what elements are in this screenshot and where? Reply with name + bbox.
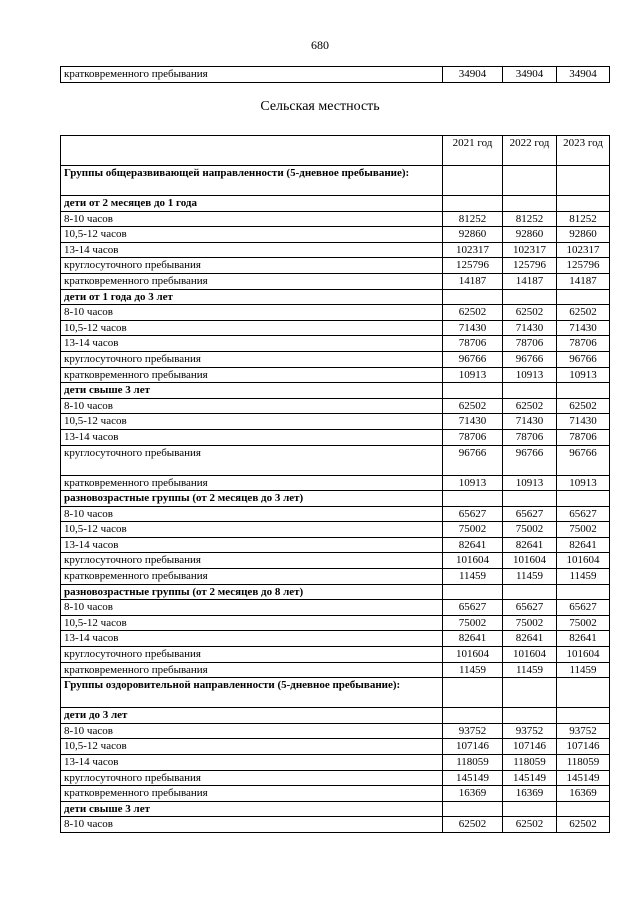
value-2022: 65627	[503, 506, 557, 522]
table-row	[61, 615, 610, 631]
value-2023: 81252	[557, 211, 610, 227]
value-2023	[557, 584, 610, 600]
value-2022: 92860	[503, 227, 557, 243]
value-2022: 10913	[503, 475, 557, 491]
value-2021: 14187	[443, 273, 503, 289]
value-2023: 107146	[557, 739, 610, 755]
row-label: круглосуточного пребывания	[61, 351, 443, 367]
row-label: 8-10 часов	[61, 398, 443, 414]
value-2022	[503, 584, 557, 600]
value-2021	[443, 196, 503, 212]
value-2023: 65627	[557, 600, 610, 616]
value-2021: 62502	[443, 398, 503, 414]
row-label: 10,5-12 часов	[61, 615, 443, 631]
value-2023	[557, 289, 610, 305]
value-2022: 107146	[503, 739, 557, 755]
page-number: 680	[311, 38, 329, 52]
row-label: кратковременного пребывания	[61, 367, 443, 383]
value-2022: 78706	[503, 429, 557, 445]
value-2022: 65627	[503, 600, 557, 616]
value-2021: 107146	[443, 739, 503, 755]
table-header-row	[61, 136, 610, 166]
value-2023: 34904	[557, 67, 610, 83]
subgroup-heading-row	[61, 708, 610, 724]
section-title: Сельская местность	[260, 99, 380, 114]
value-2022: 14187	[503, 273, 557, 289]
value-2023: 118059	[557, 755, 610, 771]
value-2023	[557, 383, 610, 399]
value-2022: 34904	[503, 67, 557, 83]
value-2023: 82641	[557, 631, 610, 647]
value-2022	[503, 801, 557, 817]
row-label: круглосуточного пребывания	[61, 647, 443, 663]
table-row	[61, 817, 610, 833]
value-2021: 71430	[443, 414, 503, 430]
value-2022	[503, 491, 557, 507]
table-row	[61, 273, 610, 289]
value-2023	[557, 196, 610, 212]
row-label: 13-14 часов	[61, 336, 443, 352]
table-row	[61, 414, 610, 430]
row-label: кратковременного пребывания	[61, 569, 443, 585]
subgroup-heading-row	[61, 801, 610, 817]
row-label: 10,5-12 часов	[61, 414, 443, 430]
table-row	[61, 723, 610, 739]
value-2022	[503, 383, 557, 399]
value-2023	[557, 491, 610, 507]
value-2022: 16369	[503, 786, 557, 802]
row-label: 8-10 часов	[61, 600, 443, 616]
group-heading-row	[61, 678, 610, 708]
value-2022: 62502	[503, 305, 557, 321]
table-row	[61, 429, 610, 445]
value-2022: 82641	[503, 631, 557, 647]
row-label: разновозрастные группы (от 2 месяцев до 8 лет)	[61, 584, 443, 600]
value-2021: 65627	[443, 506, 503, 522]
table-row	[61, 770, 610, 786]
value-2021: 101604	[443, 553, 503, 569]
table-row	[61, 475, 610, 491]
value-2021: 16369	[443, 786, 503, 802]
value-2022: 145149	[503, 770, 557, 786]
table-row	[61, 662, 610, 678]
table-row	[61, 786, 610, 802]
table-row	[61, 755, 610, 771]
value-2021: 82641	[443, 631, 503, 647]
value-2021: 75002	[443, 615, 503, 631]
value-2023: 11459	[557, 569, 610, 585]
row-label: 13-14 часов	[61, 429, 443, 445]
value-2023: 10913	[557, 475, 610, 491]
row-label: 8-10 часов	[61, 723, 443, 739]
row-label: дети до 3 лет	[61, 708, 443, 724]
subgroup-heading-row	[61, 196, 610, 212]
row-label: кратковременного пребывания	[61, 786, 443, 802]
row-label: 13-14 часов	[61, 242, 443, 258]
value-2023: 101604	[557, 647, 610, 663]
value-2023: 78706	[557, 336, 610, 352]
value-2021: 118059	[443, 755, 503, 771]
table-row	[61, 211, 610, 227]
value-2022	[503, 196, 557, 212]
group-heading-row	[61, 166, 610, 196]
value-2022: 82641	[503, 537, 557, 553]
value-2022: 81252	[503, 211, 557, 227]
value-2021: 75002	[443, 522, 503, 538]
row-label: 13-14 часов	[61, 631, 443, 647]
row-label: 13-14 часов	[61, 537, 443, 553]
value-2023: 93752	[557, 723, 610, 739]
value-2022: 78706	[503, 336, 557, 352]
table-row	[61, 67, 610, 83]
subgroup-heading-row	[61, 289, 610, 305]
value-2023: 145149	[557, 770, 610, 786]
table-row	[61, 227, 610, 243]
value-2021: 82641	[443, 537, 503, 553]
table-row	[61, 600, 610, 616]
row-label: круглосуточного пребывания	[61, 553, 443, 569]
value-2022: 10913	[503, 367, 557, 383]
value-2022: 101604	[503, 553, 557, 569]
table-row	[61, 553, 610, 569]
table-row	[61, 242, 610, 258]
value-2021: 11459	[443, 569, 503, 585]
table-row	[61, 631, 610, 647]
value-2021	[443, 289, 503, 305]
table-row	[61, 569, 610, 585]
value-2023	[557, 678, 610, 708]
value-2022	[503, 708, 557, 724]
value-2021	[443, 584, 503, 600]
value-2021: 92860	[443, 227, 503, 243]
header-year-2023: 2023 год	[557, 136, 610, 166]
table-row	[61, 522, 610, 538]
value-2022: 11459	[503, 662, 557, 678]
row-label: дети свыше 3 лет	[61, 801, 443, 817]
row-label: 8-10 часов	[61, 817, 443, 833]
value-2023	[557, 708, 610, 724]
table-row	[61, 537, 610, 553]
value-2023	[557, 801, 610, 817]
table-row	[61, 258, 610, 274]
value-2021: 71430	[443, 320, 503, 336]
value-2021	[443, 383, 503, 399]
value-2023: 62502	[557, 398, 610, 414]
value-2021: 65627	[443, 600, 503, 616]
value-2022: 62502	[503, 817, 557, 833]
value-2023: 75002	[557, 522, 610, 538]
value-2021	[443, 801, 503, 817]
row-label: дети от 1 года до 3 лет	[61, 289, 443, 305]
value-2023: 92860	[557, 227, 610, 243]
value-2021: 102317	[443, 242, 503, 258]
value-2021: 145149	[443, 770, 503, 786]
row-label: 8-10 часов	[61, 211, 443, 227]
row-label: 10,5-12 часов	[61, 227, 443, 243]
value-2023: 102317	[557, 242, 610, 258]
table-row	[61, 739, 610, 755]
value-2022: 125796	[503, 258, 557, 274]
table-row	[61, 305, 610, 321]
value-2022: 71430	[503, 414, 557, 430]
value-2022	[503, 166, 557, 196]
value-2021: 96766	[443, 445, 503, 475]
value-2021: 10913	[443, 367, 503, 383]
value-2022: 96766	[503, 351, 557, 367]
header-blank-cell	[61, 136, 443, 166]
table-row	[61, 336, 610, 352]
subgroup-heading-row	[61, 584, 610, 600]
value-2021: 11459	[443, 662, 503, 678]
table-row	[61, 320, 610, 336]
value-2023: 62502	[557, 817, 610, 833]
value-2023: 75002	[557, 615, 610, 631]
subgroup-heading-row	[61, 491, 610, 507]
value-2023: 10913	[557, 367, 610, 383]
value-2021	[443, 678, 503, 708]
row-label: Группы оздоровительной направленности (5-дневное пребывание):	[61, 678, 443, 708]
top-table	[60, 66, 610, 83]
value-2021: 62502	[443, 305, 503, 321]
value-2023: 14187	[557, 273, 610, 289]
tariff-table	[60, 135, 610, 833]
row-label: дети от 2 месяцев до 1 года	[61, 196, 443, 212]
value-2021: 10913	[443, 475, 503, 491]
value-2021: 62502	[443, 817, 503, 833]
value-2021	[443, 491, 503, 507]
table-row	[61, 506, 610, 522]
table-row	[61, 398, 610, 414]
value-2022: 118059	[503, 755, 557, 771]
value-2023: 65627	[557, 506, 610, 522]
row-label: кратковременного пребывания	[61, 475, 443, 491]
value-2021	[443, 166, 503, 196]
row-label: 8-10 часов	[61, 506, 443, 522]
value-2023: 82641	[557, 537, 610, 553]
row-label: круглосуточного пребывания	[61, 258, 443, 274]
table-row	[61, 367, 610, 383]
value-2023: 71430	[557, 414, 610, 430]
row-label: кратковременного пребывания	[61, 662, 443, 678]
table-row	[61, 445, 610, 475]
value-2023: 101604	[557, 553, 610, 569]
row-label: 10,5-12 часов	[61, 320, 443, 336]
value-2021: 78706	[443, 336, 503, 352]
value-2023: 96766	[557, 445, 610, 475]
row-label: круглосуточного пребывания	[61, 445, 443, 475]
value-2021: 93752	[443, 723, 503, 739]
row-label: кратковременного пребывания	[61, 67, 443, 83]
row-label: кратковременного пребывания	[61, 273, 443, 289]
table-row	[61, 351, 610, 367]
table-row	[61, 647, 610, 663]
row-label: 13-14 часов	[61, 755, 443, 771]
value-2023: 62502	[557, 305, 610, 321]
row-label: 8-10 часов	[61, 305, 443, 321]
row-label: Группы общеразвивающей направленности (5-дневное пребывание):	[61, 166, 443, 196]
row-label: 10,5-12 часов	[61, 522, 443, 538]
value-2021: 78706	[443, 429, 503, 445]
value-2022: 71430	[503, 320, 557, 336]
value-2023	[557, 166, 610, 196]
value-2022: 75002	[503, 615, 557, 631]
value-2023: 71430	[557, 320, 610, 336]
value-2023: 125796	[557, 258, 610, 274]
value-2022: 101604	[503, 647, 557, 663]
value-2022: 75002	[503, 522, 557, 538]
value-2021: 34904	[443, 67, 503, 83]
value-2023: 96766	[557, 351, 610, 367]
value-2022	[503, 678, 557, 708]
header-year-2021: 2021 год	[443, 136, 503, 166]
value-2023: 78706	[557, 429, 610, 445]
value-2021: 125796	[443, 258, 503, 274]
value-2023: 16369	[557, 786, 610, 802]
value-2021: 96766	[443, 351, 503, 367]
value-2021: 81252	[443, 211, 503, 227]
value-2022: 62502	[503, 398, 557, 414]
row-label: разновозрастные группы (от 2 месяцев до 3 лет)	[61, 491, 443, 507]
value-2022: 102317	[503, 242, 557, 258]
value-2022	[503, 289, 557, 305]
value-2021: 101604	[443, 647, 503, 663]
row-label: дети свыше 3 лет	[61, 383, 443, 399]
value-2023: 11459	[557, 662, 610, 678]
header-year-2022: 2022 год	[503, 136, 557, 166]
value-2021	[443, 708, 503, 724]
value-2022: 93752	[503, 723, 557, 739]
value-2022: 96766	[503, 445, 557, 475]
value-2022: 11459	[503, 569, 557, 585]
subgroup-heading-row	[61, 383, 610, 399]
row-label: 10,5-12 часов	[61, 739, 443, 755]
row-label: круглосуточного пребывания	[61, 770, 443, 786]
